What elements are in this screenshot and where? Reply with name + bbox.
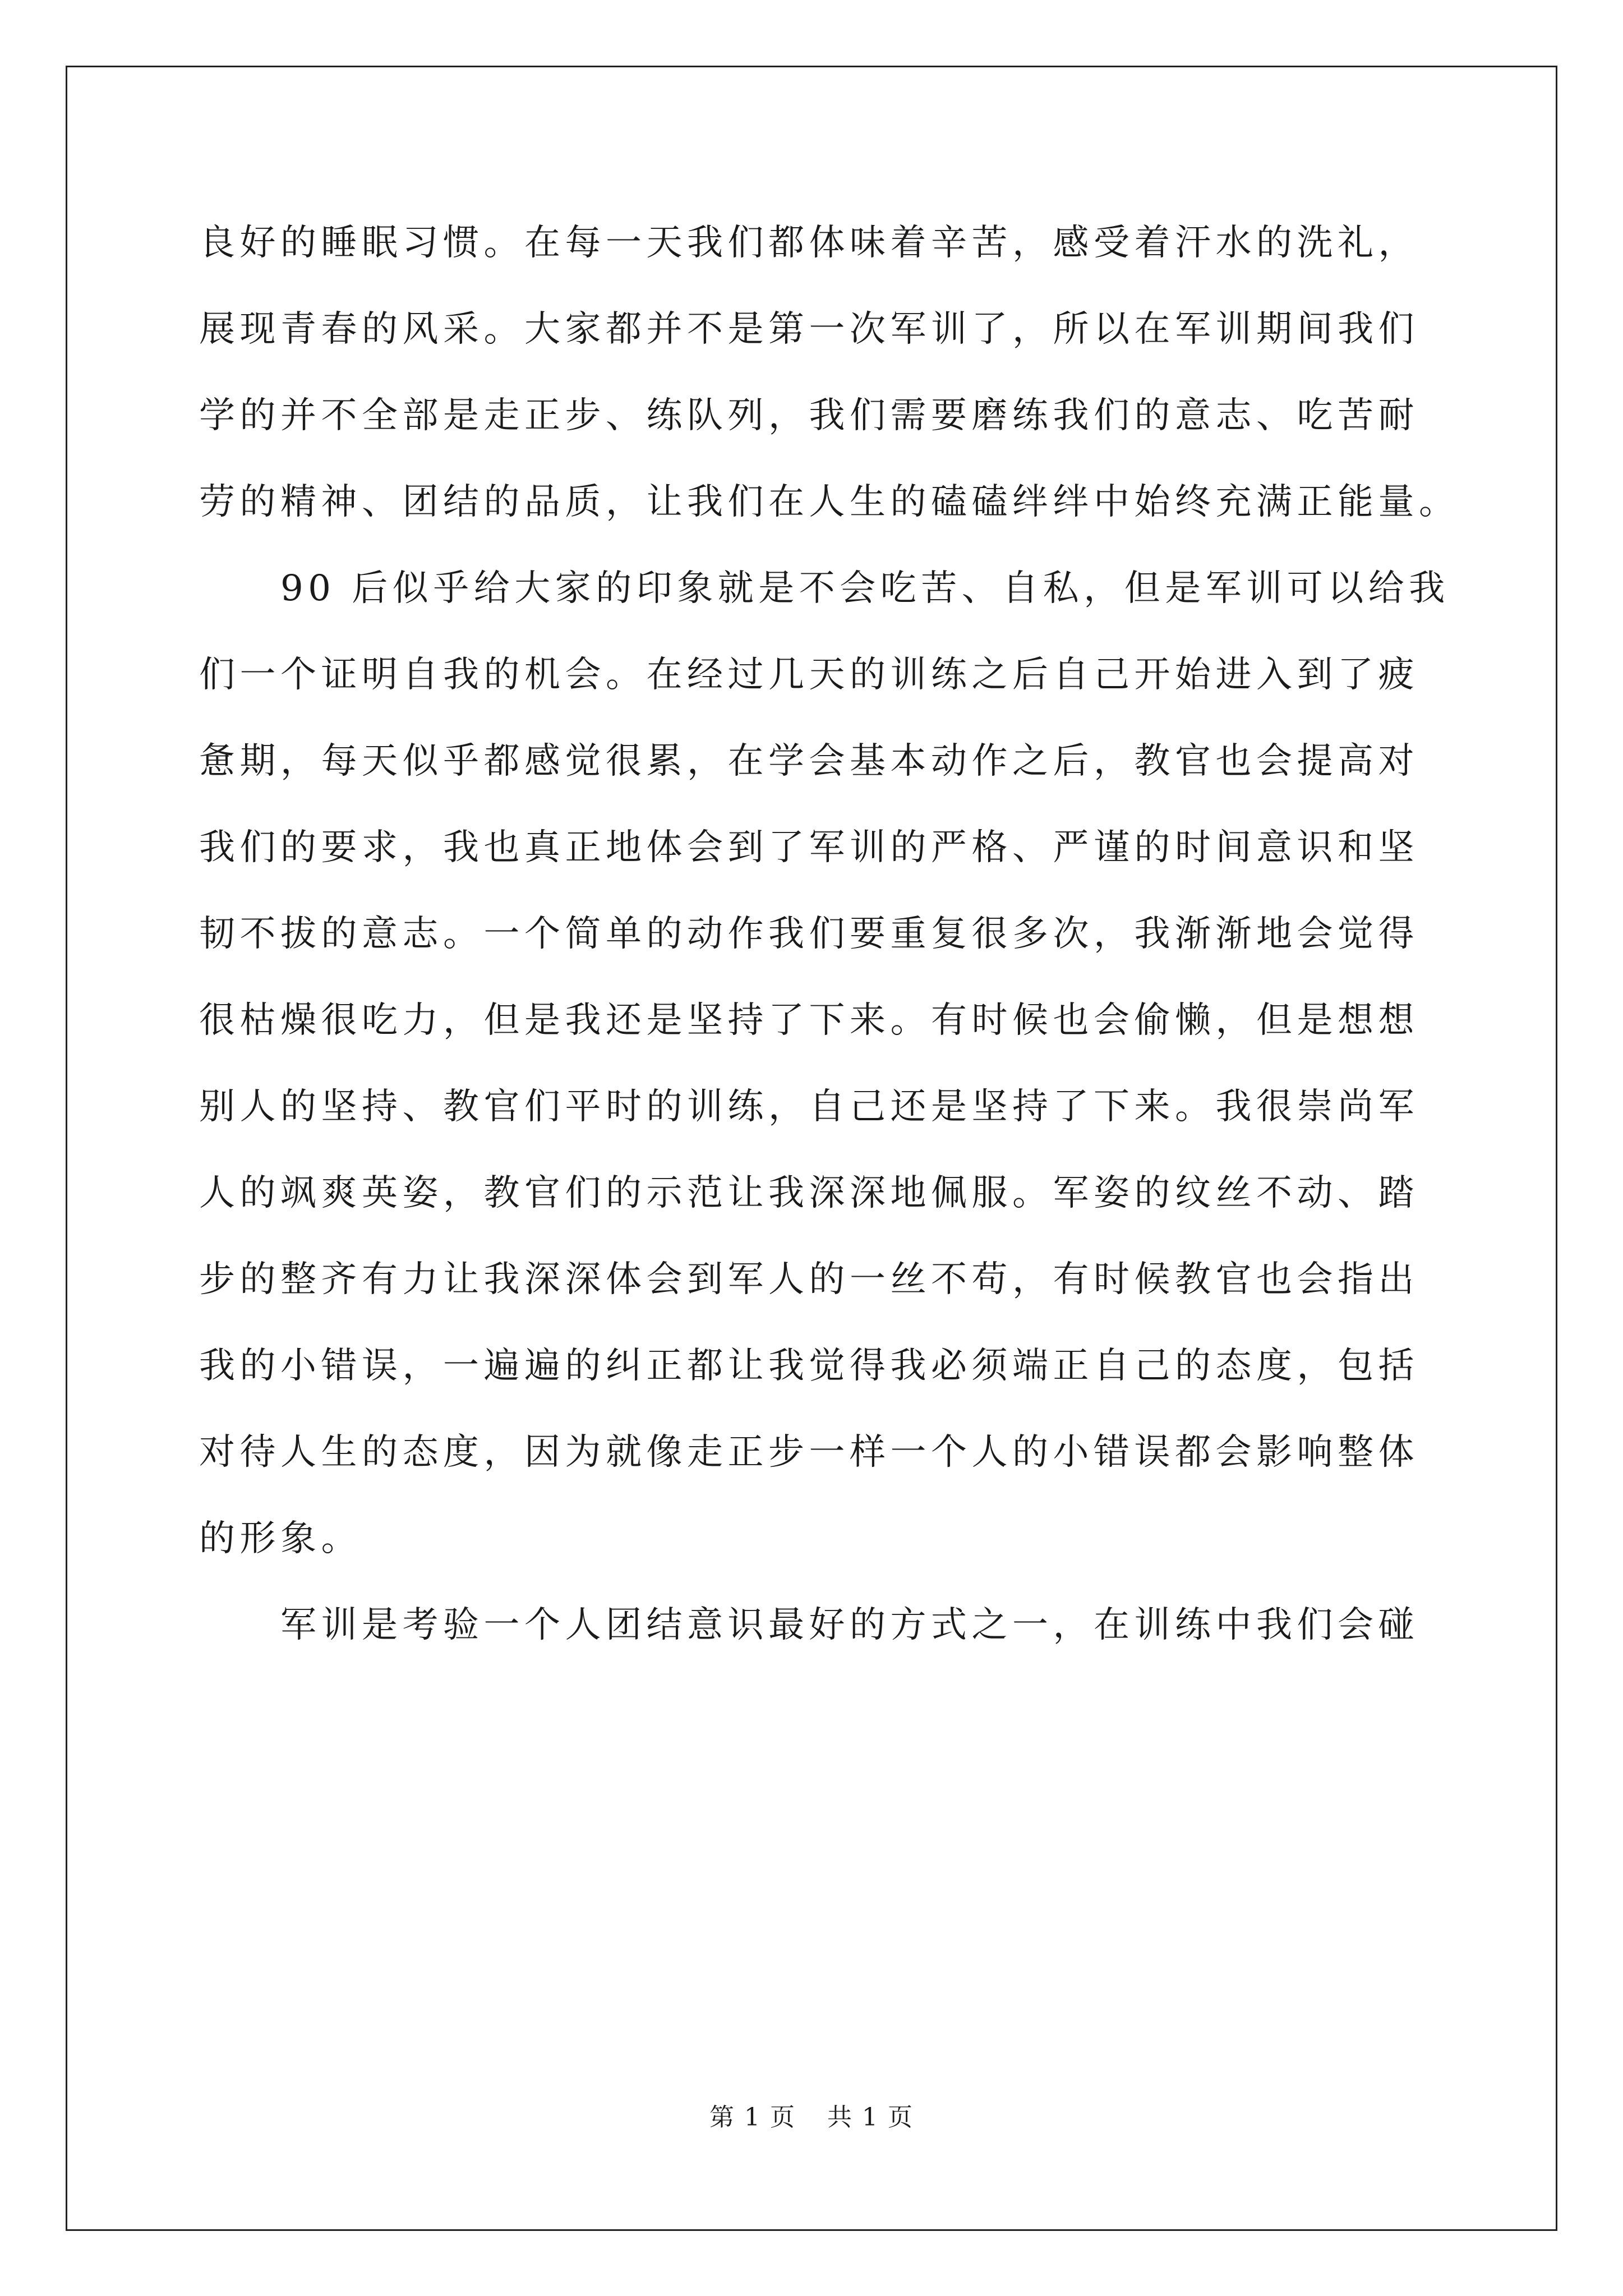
text-line: 人的飒爽英姿，教官们的示范让我深深地佩服。军姿的纹丝不动、踏	[199, 1172, 1419, 1214]
page-total: 共 1 页	[827, 2103, 914, 2132]
text-line: 惫期，每天似乎都感觉很累，在学会基本动作之后，教官也会提高对	[199, 740, 1419, 782]
text-line: 展现青春的风采。大家都并不是第一次军训了，所以在军训期间我们	[199, 309, 1419, 350]
text-line: 学的并不全部是走正步、练队列，我们需要磨练我们的意志、吃苦耐	[199, 395, 1419, 436]
text-line: 良好的睡眠习惯。在每一天我们都体味着辛苦，感受着汗水的洗礼，	[199, 222, 1419, 264]
text-line: 我的小错误，一遍遍的纠正都让我觉得我必须端正自己的态度，包括	[199, 1345, 1419, 1387]
text-line: 对待人生的态度，因为就像走正步一样一个人的小错误都会影响整体	[199, 1432, 1419, 1473]
body-text	[199, 200, 1460, 1668]
text-line: 们一个证明自我的机会。在经过几天的训练之后自己开始进入到了疲	[199, 654, 1419, 696]
page-number: 第 1 页	[709, 2103, 796, 2132]
text-line: 劳的精神、团结的品质，让我们在人生的磕磕绊绊中始终充满正能量。	[199, 481, 1460, 523]
text-line: 别人的坚持、教官们平时的训练，自己还是坚持了下来。我很崇尚军	[199, 1086, 1419, 1128]
page-footer	[0, 2097, 1623, 2133]
text-line: 步的整齐有力让我深深体会到军人的一丝不苟，有时候教官也会指出	[199, 1259, 1419, 1300]
paragraph-start-line: 军训是考验一个人团结意识最好的方式之一，在训练中我们会碰	[199, 1604, 1419, 1646]
text-line: 的形象。	[199, 1518, 362, 1559]
text-line: 很枯燥很吃力，但是我还是坚持了下来。有时候也会偷懒，但是想想	[199, 1000, 1419, 1041]
paragraph-start-line: 90 后似乎给大家的印象就是不会吃苦、自私，但是军训可以给我	[199, 568, 1450, 609]
text-line: 我们的要求，我也真正地体会到了军训的严格、严谨的时间意识和坚	[199, 827, 1419, 868]
text-line: 韧不拔的意志。一个简单的动作我们要重复很多次，我渐渐地会觉得	[199, 913, 1419, 955]
